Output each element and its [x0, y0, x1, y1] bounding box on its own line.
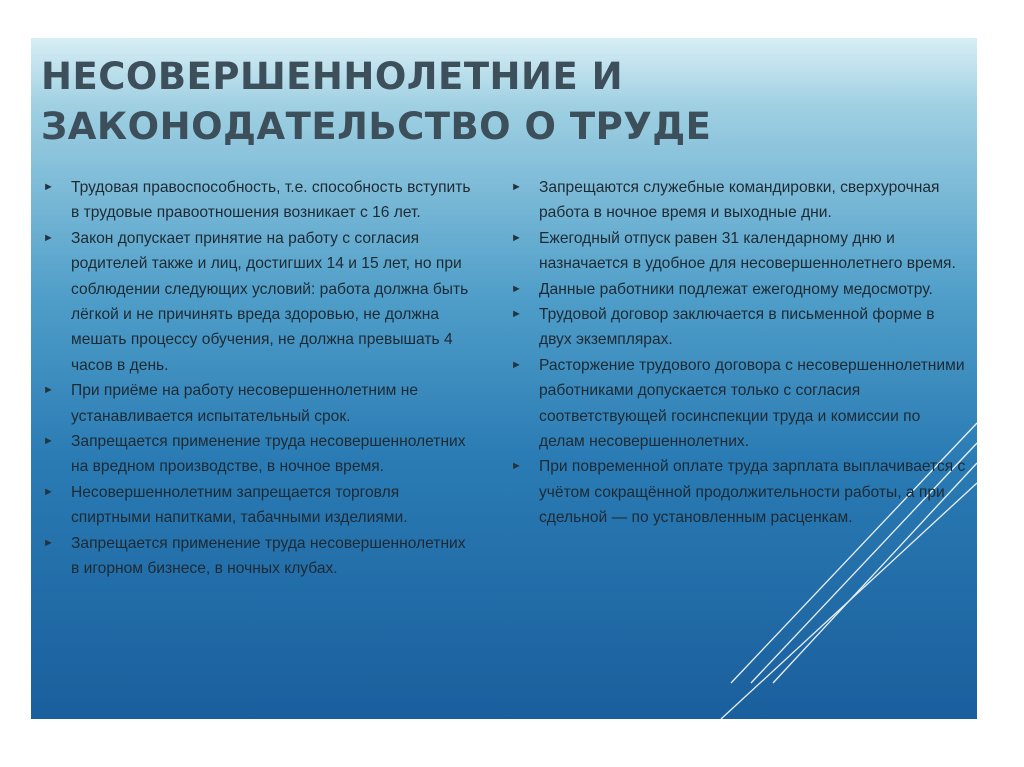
list-item-text: Данные работники подлежат ежегодному медосмотру.	[539, 280, 933, 298]
list-item-text: Запрещается применение труда несовершеннолетних в игорном бизнесе, в ночных клубах.	[71, 534, 466, 578]
bullet-icon: ►	[511, 358, 522, 371]
list-item	[509, 226, 967, 277]
bullet-icon: ►	[43, 384, 54, 397]
right-column	[509, 175, 967, 531]
list-item	[509, 353, 967, 455]
list-item-text: Ежегодный отпуск равен 31 календарному дню и назначается в удобное для несовершеннолетнего время.	[539, 229, 956, 273]
list-item-text: Трудовая правоспособность, т.е. способность вступить в трудовые правоотношения возникает с 16 лет.	[71, 179, 471, 222]
list-item-text: При приёме на работу несовершеннолетним не устанавливается испытательный срок.	[71, 382, 418, 425]
slide	[31, 38, 977, 719]
slide-title: НЕСОВЕРШЕННОЛЕТНИЕ И ЗАКОНОДАТЕЛЬСТВО О ТРУДЕ	[41, 55, 712, 148]
bullet-icon: ►	[511, 181, 522, 193]
list-item-text: Запрещается применение труда несовершеннолетних на вредном производстве, в ночное время.	[71, 433, 466, 476]
list-item-text: Расторжение трудового договора с несовершеннолетними работниками допускается только с согласия соответствующей госинспекции труда и комиссии по делам несовершеннолетних.	[539, 356, 965, 451]
list-item	[509, 277, 967, 302]
list-item	[41, 378, 473, 429]
bullet-icon: ►	[43, 231, 54, 244]
list-item-text: Несовершеннолетним запрещается торговля спиртными напитками, табачными изделиями.	[71, 483, 408, 527]
bullet-icon: ►	[43, 536, 54, 549]
list-item-text: Закон допускает принятие на работу с согласия родителей также и лиц, достигших 14 и 15 лет, но при соблюдении следующих условий: работа должна быть лёгкой и не причинять вреда здоровью, не должна мешать процессу обучения, не должна превышать 4 часов в день.	[71, 229, 469, 374]
list-item	[509, 302, 967, 353]
list-item	[41, 226, 473, 378]
list-item	[509, 175, 967, 226]
list-item-text: При повременной оплате труда зарплата выплачивается с учётом сокращённой продолжительности работы, а при сдельной — по установленным расценкам.	[539, 458, 966, 527]
bullet-icon: ►	[511, 308, 522, 321]
bullet-icon: ►	[511, 231, 522, 244]
left-column	[41, 175, 473, 582]
list-item-text: Трудовой договор заключается в письменной форме в двух экземплярах.	[539, 306, 935, 349]
bullet-icon: ►	[43, 435, 54, 448]
list-item-text: Запрещаются служебные командировки, сверхурочная работа в ночное время и выходные дни.	[539, 179, 940, 222]
list-item	[41, 175, 473, 226]
bullet-icon: ►	[511, 460, 522, 473]
bullet-icon: ►	[511, 282, 522, 295]
bullet-icon: ►	[43, 485, 54, 498]
list-item	[41, 531, 473, 582]
list-item	[41, 480, 473, 531]
bullet-icon: ►	[43, 181, 54, 193]
list-item	[509, 454, 967, 530]
list-item	[41, 429, 473, 480]
